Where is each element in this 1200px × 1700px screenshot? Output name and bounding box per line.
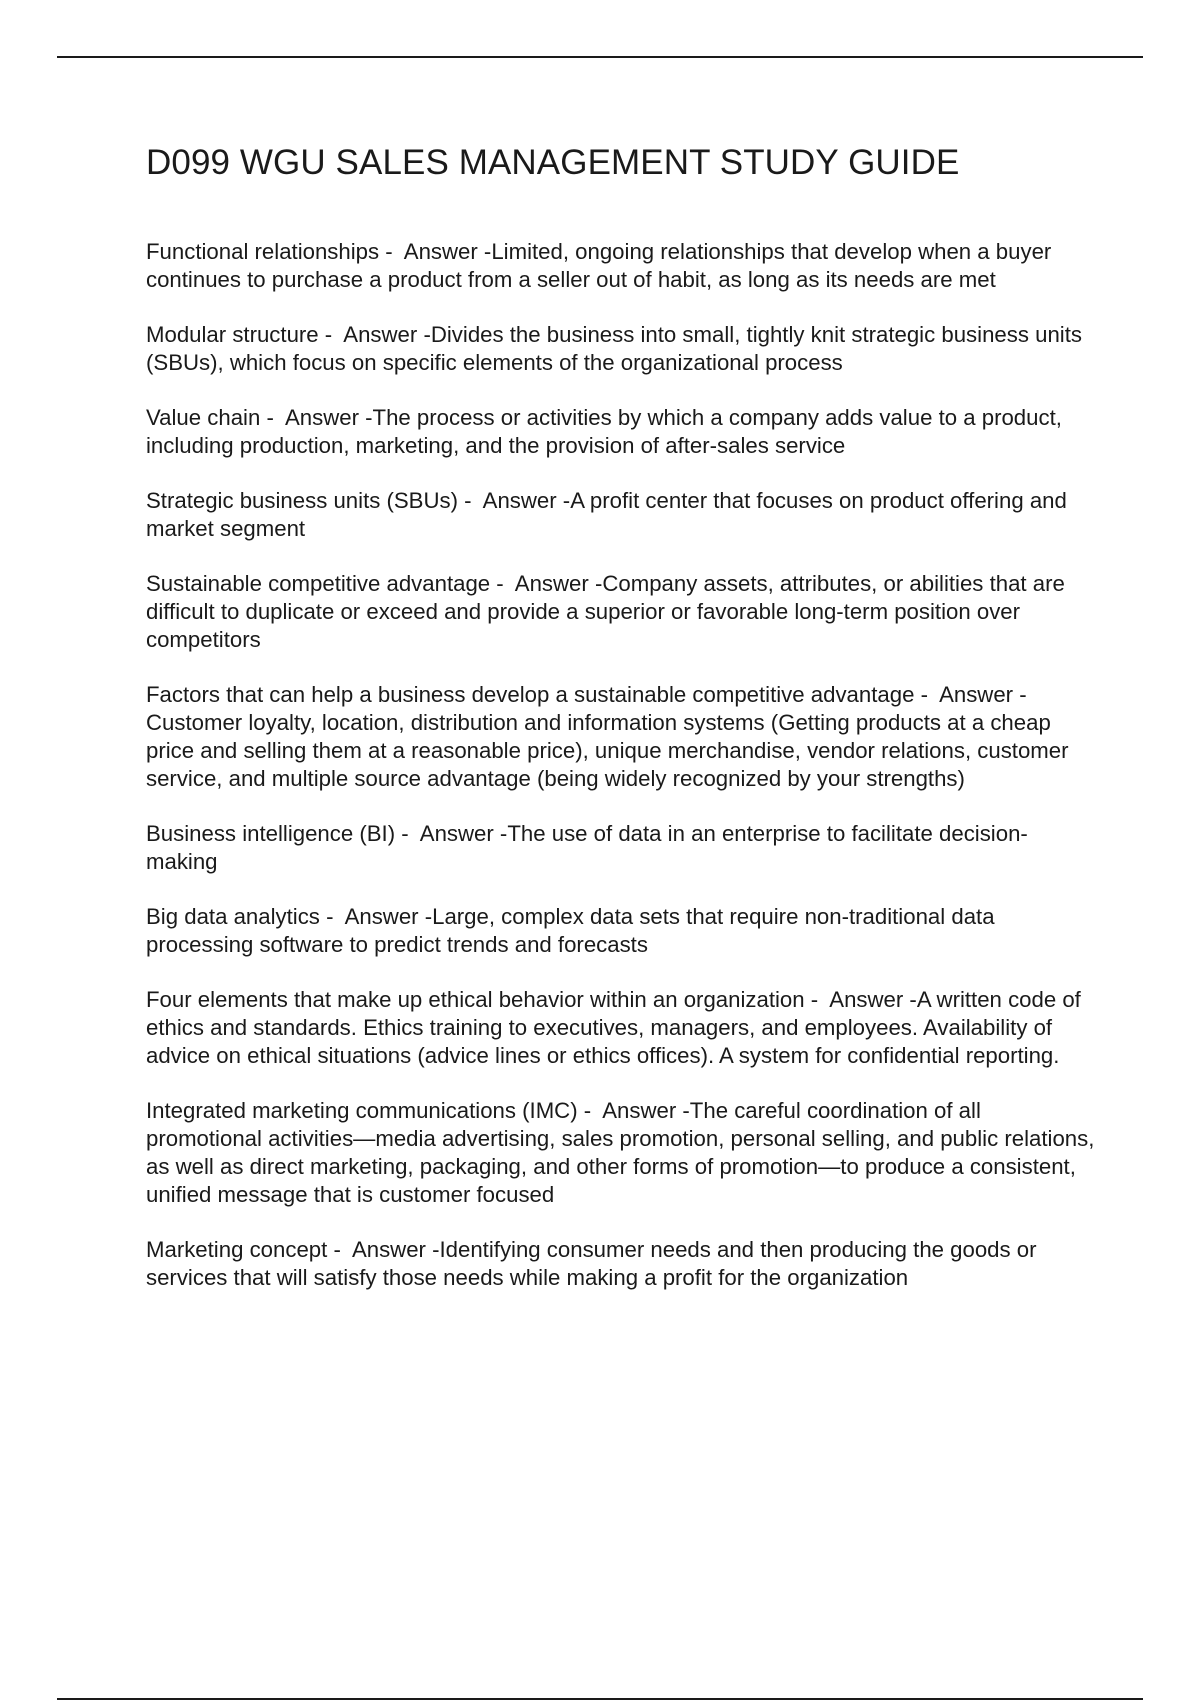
entry-term: Functional relationships xyxy=(146,239,380,264)
qa-entry-business-intelligence xyxy=(146,820,1096,876)
entry-separator: - Answer - xyxy=(395,821,508,846)
qa-entry-sustainable-competitive-advantage xyxy=(146,570,1096,654)
entry-term: Value chain xyxy=(146,405,261,430)
entry-answer: Company assets, attributes, or abilities that are difficult to duplicate or exceed and provide a superior or favorable long-term position over competitors xyxy=(146,571,1065,652)
entry-separator: - Answer - xyxy=(914,682,1027,707)
entry-answer: Divides the business into small, tightly knit strategic business units (SBUs), which focus on specific elements of the organizational process xyxy=(146,322,1082,375)
entry-answer: A written code of ethics and standards. Ethics training to executives, managers, and employees. Availability of advice on ethical situations (advice lines or ethics offices). A system for confidential reporting. xyxy=(146,987,1081,1068)
top-rule xyxy=(57,56,1143,58)
entry-separator: - Answer - xyxy=(490,571,603,596)
entry-term: Modular structure xyxy=(146,322,319,347)
page-title: D099 WGU SALES MANAGEMENT STUDY GUIDE xyxy=(146,143,960,182)
qa-entry-factors-competitive-advantage xyxy=(146,681,1096,793)
entry-answer: Large, complex data sets that require non-traditional data processing software to predict trends and forecasts xyxy=(146,904,995,957)
document-body xyxy=(146,142,1096,1319)
entry-separator: - Answer - xyxy=(457,488,571,513)
entry-term: Strategic business units (SBUs) xyxy=(146,488,458,513)
qa-entry-marketing-concept xyxy=(146,1236,1096,1292)
entry-term: Big data analytics xyxy=(146,904,320,929)
entry-answer: Customer loyalty, location, distribution and information systems (Getting products at a cheap price and selling them at a reasonable price), unique merchandise, vendor relations, customer service, and multiple source advantage (being widely recognized by your strengths) xyxy=(146,710,1069,791)
qa-entry-strategic-business-units xyxy=(146,487,1096,543)
qa-entry-big-data-analytics xyxy=(146,903,1096,959)
entry-answer: The careful coordination of all promotional activities—media advertising, sales promotion, personal selling, and public relations, as well as direct marketing, packaging, and other forms of promotion—to produce a consistent, unified message that is customer focused xyxy=(146,1098,1095,1207)
entry-answer: The process or activities by which a company adds value to a product, including production, marketing, and the provision of after-sales service xyxy=(146,405,1062,458)
entry-separator: - Answer - xyxy=(327,1237,440,1262)
entry-separator: - Answer - xyxy=(319,904,433,929)
entry-answer: The use of data in an enterprise to facilitate decision-making xyxy=(146,821,1028,874)
entry-term: Sustainable competitive advantage xyxy=(146,571,491,596)
entry-separator: - Answer - xyxy=(318,322,431,347)
qa-entry-value-chain xyxy=(146,404,1096,460)
qa-entry-ethical-behavior-elements xyxy=(146,986,1096,1070)
entry-separator: - Answer - xyxy=(577,1098,690,1123)
entry-term: Business intelligence (BI) xyxy=(146,821,396,846)
entry-answer: Limited, ongoing relationships that develop when a buyer continues to purchase a product from a seller out of habit, as long as its needs are met xyxy=(146,239,1052,292)
entry-term: Marketing concept xyxy=(146,1237,328,1262)
entry-term: Integrated marketing communications (IMC) xyxy=(146,1098,578,1123)
qa-list xyxy=(146,238,1096,1292)
entry-term: Four elements that make up ethical behavior within an organization xyxy=(146,987,805,1012)
entry-answer: A profit center that focuses on product offering and market segment xyxy=(146,488,1067,541)
entry-separator: - Answer - xyxy=(260,405,373,430)
qa-entry-functional-relationships xyxy=(146,238,1096,294)
qa-entry-integrated-marketing-communications xyxy=(146,1097,1096,1209)
qa-entry-modular-structure xyxy=(146,321,1096,377)
entry-separator: - Answer - xyxy=(804,987,917,1012)
entry-term: Factors that can help a business develop a sustainable competitive advantage xyxy=(146,682,915,707)
entry-answer: Identifying consumer needs and then producing the goods or services that will satisfy those needs while making a profit for the organization xyxy=(146,1237,1037,1290)
entry-separator: - Answer - xyxy=(379,239,492,264)
